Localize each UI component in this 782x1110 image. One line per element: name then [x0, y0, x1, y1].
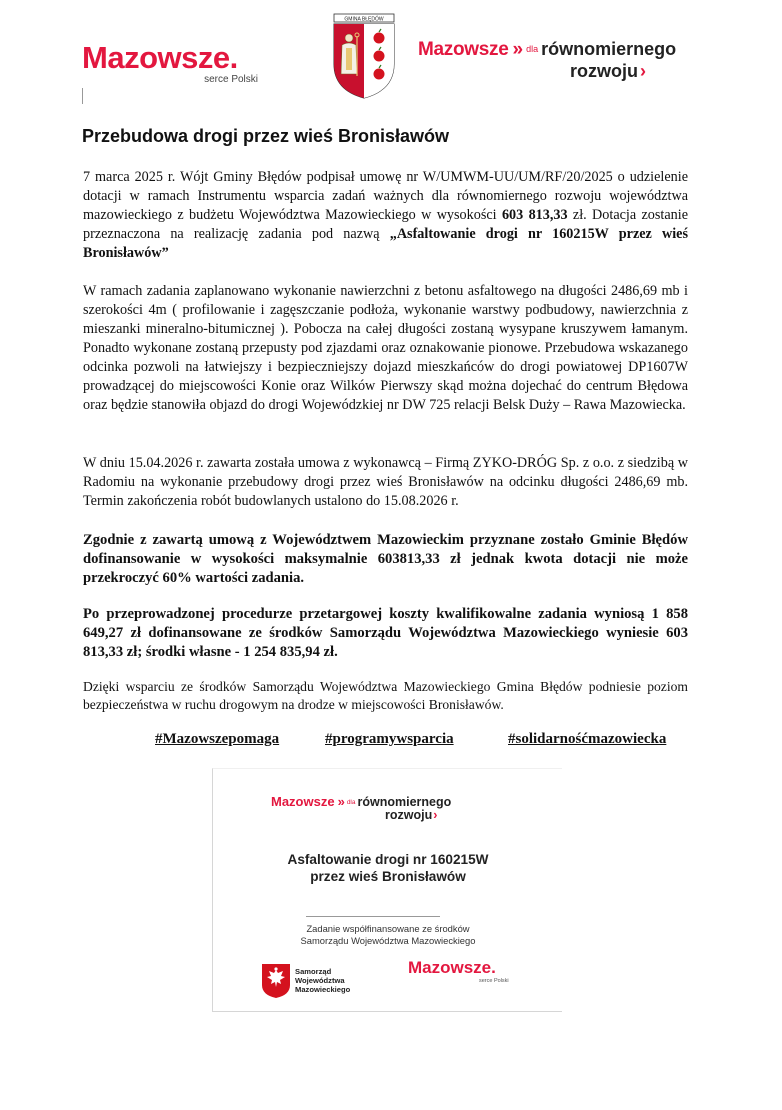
board-logo-brand: Mazowsze [271, 794, 335, 809]
eagle-crest-icon [261, 963, 291, 999]
hashtag-programywsparcia: #programywsparcia [325, 731, 454, 747]
samorzad-line2: Województwa [295, 976, 345, 985]
paragraph-costs: Po przeprowadzonej procedurze przetargowej koszty kwalifikowalne zadania wyniosą 1 858 649,27 zł dofinansowane ze środków Samorządu Województwa Mazowieckiego wyniesie 603 813,33 zł; środki własne - 1 254 835,94 zł. [83, 606, 688, 660]
board-logo-line2: rozwoju [385, 808, 433, 822]
information-board [212, 768, 562, 1012]
board-logo-line1: równomiernego [357, 795, 452, 809]
arrow-right-icon: › [640, 61, 646, 81]
board-note [213, 923, 563, 947]
hashtag-solidarnosc: #solidarnośćmazowiecka [508, 731, 667, 747]
intro-task-name: „Asfaltowanie drogi nr 160215W przez wieś Bronisławów” [83, 226, 689, 261]
board-logo-dla: dla [346, 799, 356, 806]
paragraph-intro [83, 168, 688, 263]
header-divider [82, 88, 83, 104]
paragraph-contract: W dniu 15.04.2026 r. zawarta została umowa z wykonawcą – Firmą ZYKO-DRÓG Sp. z o.o. z siedzibą w Radomiu na wykonanie przebudowy drogi przez wieś Bronisławów na odcinku długości 2486,69 mb. Termin zakończenia robót budowlanych ustalono do 15.08.2026 r. [83, 455, 688, 509]
intro-text-2: zł. Dotacja zostanie przeznaczona na realizację zadania pod nazwą [83, 207, 688, 242]
board-arrow-icon: › [433, 808, 438, 822]
board-note-line1: Zadanie współfinansowane ze środków [306, 923, 470, 934]
mazowsze-logo-word: Mazowsze. [82, 40, 238, 75]
page-title: Przebudowa drogi przez wieś Bronisławów [82, 126, 450, 146]
mazowsze-logo [82, 42, 272, 86]
rownomierny-rozwoj-logo [418, 40, 728, 84]
board-title-line2: przez wieś Bronisławów [310, 869, 466, 884]
crest-caption: GMINA BŁĘDÓW [344, 16, 384, 23]
hashtag-mazowszepomaga: #Mazowszepomaga [155, 731, 280, 747]
board-chevron-icon: » [337, 794, 345, 809]
mazowsze-logo-tagline: serce Polski [204, 74, 258, 85]
board-note-line2: Samorządu Województwa Mazowieckiego [300, 935, 476, 946]
paragraph-scope: W ramach zadania zaplanowano wykonanie nawierzchni z betonu asfaltowego na długości 2486,69 mb i szerokości 4m ( profilowanie i zagęszczanie podłoża, wykonanie warstwy podbudowy, nawierzchnia z mieszanki mineralno-bitumicznej ). Pobocza na całej długości zostaną wysypane kruszywem łamanym. Ponadto wykonane zostaną przepusty pod zjazdami oraz oznakowanie pionowe. Przebudowa wskazanego odcinka pozwoli na łatwiejszy i bezpieczniejszy dojazd mieszkańców do drogi powiatowej DP1607W prowadzącej do miejscowości Konie oraz Wilków Pierwszy skąd można dojechać do centrum Błędowa oraz będzie stanowiła objazd do drogi Wojewódzkiej nr DW 725 relacji Belsk Duży – Rawa Mazowiecka. [83, 283, 688, 413]
intro-amount: 603 813,33 [501, 207, 568, 223]
intro-text-1: 7 marca 2025 r. Wójt Gminy Błędów podpisał umowę nr W/UMWM-UU/UM/RF/20/2025 o udzielenie dotacji w ramach Instrumentu wsparcia zadań ważnych dla równomiernego rozwoju województwa mazowieckiego z budżetu Województwa Mazowieckiego w wysokości [83, 169, 688, 223]
rr-logo-dla: dla [526, 44, 539, 54]
board-title [213, 851, 563, 885]
board-mazowsze-logo: Mazowsze. [408, 958, 496, 977]
board-title-line1: Asfaltowanie drogi nr 160215W [287, 852, 489, 867]
board-mazowsze-tagline: serce Polski [479, 978, 509, 984]
rr-logo-brand: Mazowsze [418, 39, 509, 60]
samorzad-line1: Samorząd [295, 967, 332, 976]
board-divider [306, 916, 440, 917]
rr-logo-line2: rozwoju [570, 61, 638, 81]
gmina-bledow-crest [330, 12, 398, 100]
paragraph-funding: Zgodnie z zawartą umową z Województwem Mazowieckim przyznane zostało Gminie Błędów dofinansowanie w wysokości maksymalnie 603813,33 zł jednak kwota dotacji nie może przekroczyć 60% wartości zadania. [83, 532, 688, 586]
samorzad-line3: Mazowieckiego [295, 985, 351, 994]
samorzad-logo-text [295, 967, 350, 994]
paragraph-summary: Dzięki wsparciu ze środków Samorządu Województwa Mazowieckiego Gmina Błędów podniesie poziom bezpieczeństwa w ruchu drogowym na drodze w miejscowości Bronisławów. [83, 679, 688, 712]
chevron-right-icon: » [512, 39, 524, 60]
rr-logo-line1: równomiernego [541, 39, 677, 59]
